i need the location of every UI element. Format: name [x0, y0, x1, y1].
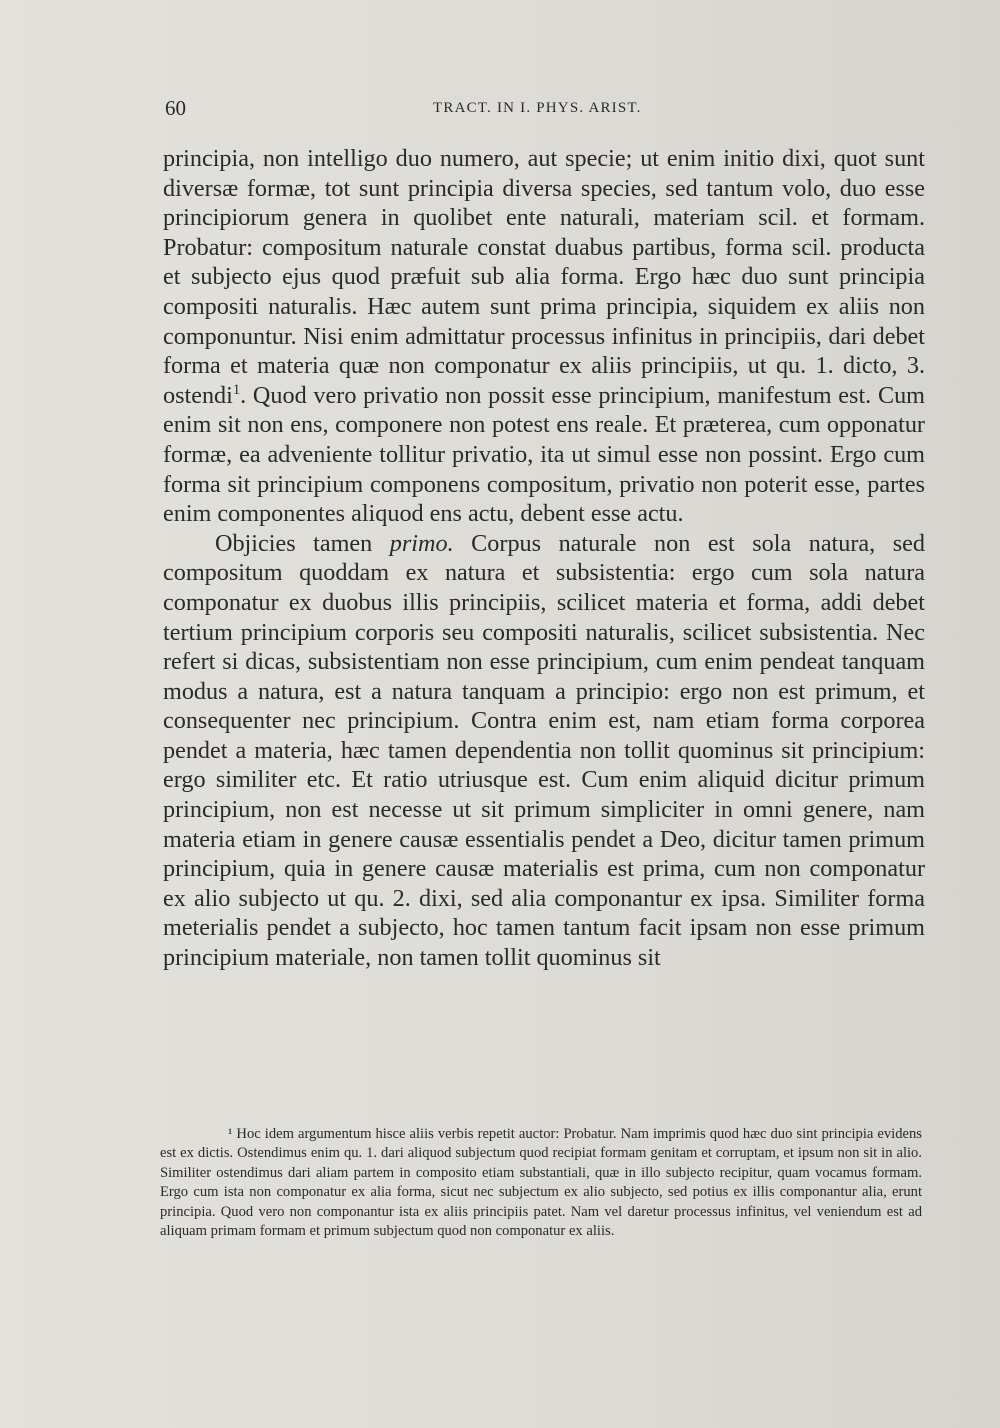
paragraph-1-text: principia, non intelligo duo numero, aut specie; ut enim initio dixi, quot sunt diversæ formæ, tot sunt principia diversa species, sed tantum volo, duo esse principiorum genera in quolibet ente naturali, materiam scil. et formam. Probatur: compositum naturale constat duabus partibus, forma scil. producta et subjecto ejus quod præfuit sub alia forma. Ergo hæc duo sunt principia compositi naturalis. Hæc autem sunt prima principia, siquidem ex aliis non componuntur. Nisi enim admittatur processus infinitus in principiis, dari debet forma et materia quæ non componatur ex aliis principiis, ut qu. 1. dicto, 3. ostendi [163, 145, 925, 409]
page-header [165, 96, 925, 120]
footnote-marker: ¹ [228, 1126, 233, 1142]
running-head: TRACT. IN I. PHYS. ARIST. [433, 100, 642, 116]
main-text [163, 144, 925, 973]
footnote-text: Hoc idem argumentum hisce aliis verbis repetit auctor: Probatur. Nam imprimis quod hæc duo sint principia evidens est ex dictis. Ostendimus enim qu. 1. dari aliquod subjectum quod recipiat formam genitam et corruptam, et ipsum non sit in alio. Similiter ostendimus dari aliam partem in composito etiam substantiali, quæ in illo subjecto recipitur, quam vocamus formam. Ergo cum ista non componatur ex alia forma, sicut nec subjectum ex alio subjecto, sed potius ex illis componantur alia, erunt principia. Quod vero non componantur ista ex aliis principiis patet. Nam vel daretur processus infinitus, vel veniendum est ad aliquam primam formam et primum subjectum quod non componatur ex aliis. [160, 1126, 922, 1240]
paragraph-2-lead: Objicies tamen [215, 529, 390, 557]
paragraph-1 [163, 144, 925, 529]
paragraph-2-rest: Corpus naturale non est sola natura, sed compositum quoddam ex natura et subsistentia: ergo cum sola natura componatur ex duobus illis principiis, scilicet materia et forma, addi debet tertium principium corporis seu compositi naturalis, scilicet subsistentia. Nec refert si dicas, subsistentiam non esse principium, cum enim pendeat tanquam modus a natura, est a natura tanquam a principio: ergo non est primum, et consequenter nec principium. Contra enim est, nam etiam forma corporea pendet a materia, hæc tamen dependentia non tollit quominus sit principium: ergo similiter etc. Et ratio utriusque est. Cum enim aliquid dicitur primum principium, non est necesse ut sit primum simpliciter in omni genere, nam materia etiam in genere causæ essentialis pendet a Deo, dicitur tamen primum principium, quia in genere causæ materialis est prima, cum non componatur ex alio subjecto ut qu. 2. dixi, sed alia componantur ex ipsa. Similiter forma meterialis pendet a subjecto, hoc tamen tantum facit ipsam non esse primum principium materiale, non tamen tollit quominus sit [163, 529, 925, 972]
paragraph-2 [163, 529, 925, 973]
paragraph-2-italic: primo. [389, 529, 454, 557]
paragraph-1-tail: . Quod vero privatio non possit esse principium, manifestum est. Cum enim sit non ens, componere non potest ens reale. Et præterea, cum opponatur formæ, ea adveniente tollitur privatio, ita ut simul esse non possint. Ergo cum forma sit principium componens compositum, privatio non poterit esse, partes enim componentes aliquod ens actu, debent esse actu. [163, 381, 925, 528]
page-number: 60 [165, 96, 186, 120]
footnote-reference: 1 [232, 381, 241, 398]
footnote-1 [160, 1125, 922, 1241]
footnotes [160, 1125, 922, 1241]
